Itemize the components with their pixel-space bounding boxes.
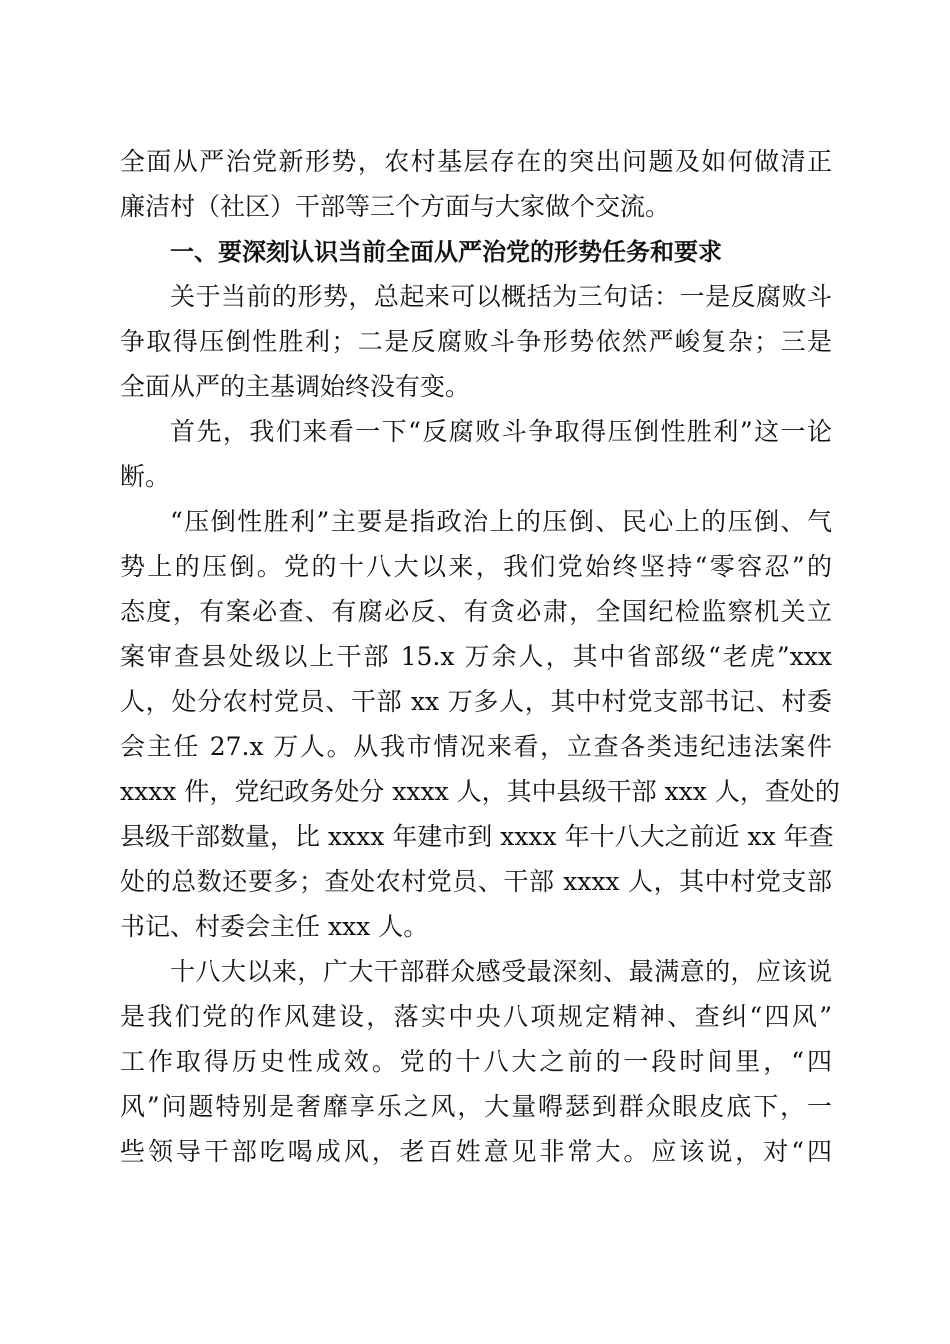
paragraph-line: 首先，我们来看一下“反腐败斗争取得压倒性胜利”这一论 bbox=[170, 417, 832, 446]
paragraph-line: 会主任 27.x 万人。从我市情况来看，立查各类违纪违法案件 bbox=[120, 732, 832, 761]
paragraph-line: 廉洁村（社区）干部等三个方面与大家做个交流。 bbox=[120, 192, 671, 221]
paragraph-line: 是我们党的作风建设，落实中央八项规定精神、查纠“四风” bbox=[120, 1002, 832, 1031]
paragraph-line: 十八大以来，广大干部群众感受最深刻、最满意的，应该说 bbox=[170, 957, 832, 986]
paragraph-line: 关于当前的形势，总起来可以概括为三句话：一是反腐败斗 bbox=[170, 282, 832, 311]
paragraph-line: xxxx 件，党纪政务处分 xxxx 人，其中县级干部 xxx 人，查处的 bbox=[120, 777, 840, 806]
paragraph-line: 势上的压倒。党的十八大以来，我们党始终坚持“零容忍”的 bbox=[120, 552, 832, 581]
paragraph-line: 全面从严治党新形势，农村基层存在的突出问题及如何做清正 bbox=[120, 147, 832, 176]
paragraph-line: 些领导干部吃喝成风，老百姓意见非常大。应该说，对“四 bbox=[120, 1137, 832, 1166]
paragraph-line: “压倒性胜利”主要是指政治上的压倒、民心上的压倒、气 bbox=[170, 507, 832, 536]
paragraph-line: 人，处分农村党员、干部 xx 万多人，其中村党支部书记、村委 bbox=[120, 687, 832, 716]
paragraph-line: 工作取得历史性成效。党的十八大之前的一段时间里，“四 bbox=[120, 1047, 832, 1076]
paragraph-line: 断。 bbox=[120, 462, 171, 491]
paragraph-line: 争取得压倒性胜利；二是反腐败斗争形势依然严峻复杂；三是 bbox=[120, 327, 832, 356]
paragraph-line: 案审查县处级以上干部 15.x 万余人，其中省部级“老虎”xxx bbox=[120, 642, 832, 671]
paragraph-line: 态度，有案必查、有腐必反、有贪必肃，全国纪检监察机关立 bbox=[120, 597, 832, 626]
paragraph-line: 书记、村委会主任 xxx 人。 bbox=[120, 912, 429, 941]
paragraph-line: 全面从严的主基调始终没有变。 bbox=[120, 372, 471, 401]
section-heading: 一、要深刻认识当前全面从严治党的形势任务和要求 bbox=[170, 238, 722, 266]
paragraph-line: 处的总数还要多；查处农村党员、干部 xxxx 人，其中村党支部 bbox=[120, 867, 832, 896]
paragraph-line: 风”问题特别是奢靡享乐之风，大量嘚瑟到群众眼皮底下，一 bbox=[120, 1092, 832, 1121]
paragraph-line: 县级干部数量，比 xxxx 年建市到 xxxx 年十八大之前近 xx 年查 bbox=[120, 822, 834, 851]
